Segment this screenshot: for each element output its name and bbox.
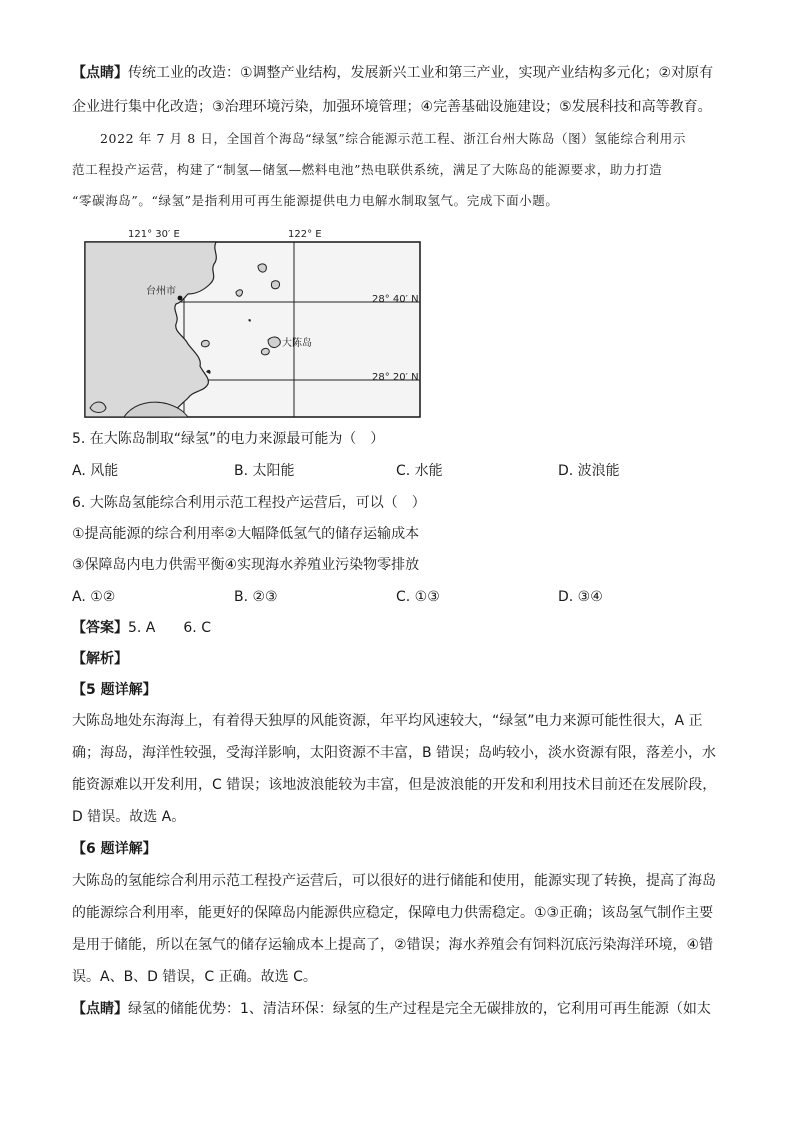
island <box>236 290 243 296</box>
detail-5-line: 能资源难以开发利用，C 错误；该地波浪能较为丰富，但是波浪能的开发和利用技术目前还在发展阶段， <box>72 777 717 793</box>
longitude-label: 121° 30′ E <box>128 229 180 240</box>
answer-text: 5. A 6. C <box>128 620 211 636</box>
question-6-option-c[interactable]: C. ①③ <box>396 589 440 605</box>
detail-5-line: D 错误。故选 A。 <box>72 809 186 825</box>
question-5-option-b[interactable]: B. 太阳能 <box>234 463 295 479</box>
question-5-option-d[interactable]: D. 波浪能 <box>558 463 620 479</box>
island <box>261 348 269 354</box>
question-6-statement: ①提高能源的综合利用率②大幅降低氢气的储存运输成本 <box>72 526 420 542</box>
tip-text: 传统工业的改造：①调整产业结构，发展新兴工业和第三产业，实现产业结构多元化；②对原有 <box>128 65 714 81</box>
question-5-option-a[interactable]: A. 风能 <box>72 463 119 479</box>
analysis-label: 【解析】 <box>72 651 128 667</box>
tip-paragraph-line <box>72 62 713 84</box>
latitude-label: 28° 40′ N <box>372 294 419 305</box>
island-label: 大陈岛 <box>282 338 312 349</box>
intro-line: 2022 年 7 月 8 日，全国首个海岛“绿氢”综合能源示范工程、浙江台州大陈岛（图）氢能综合利用示 <box>100 131 686 146</box>
longitude-label: 122° E <box>288 229 322 240</box>
city-label: 台州市 <box>146 286 176 297</box>
map-graphic <box>84 232 434 418</box>
question-6-stem: 6. 大陈岛氢能综合利用示范工程投产运营后，可以（ ） <box>72 495 426 511</box>
detail-6-line: 大陈岛的氢能综合利用示范工程投产运营后，可以很好的进行储能和使用，能源实现了转换，提高了海岛 <box>72 873 716 889</box>
tip-paragraph-line: 企业进行集中化改造；③治理环境污染，加强环境管理；④完善基础设施建设；⑤发展科技和高等教育。 <box>72 99 712 115</box>
tip-label: 【点睛】 <box>72 1001 128 1017</box>
detail-5-line: 确；海岛，海洋性较强，受海洋影响，太阳资源不丰富，B 错误；岛屿较小，淡水资源有限，落差小，水 <box>72 745 717 761</box>
detail-6-label: 【6 题详解】 <box>72 841 157 857</box>
tip-paragraph-line <box>72 998 711 1020</box>
question-6-statement: ③保障岛内电力供需平衡④实现海水养殖业污染物零排放 <box>72 557 420 573</box>
city-marker <box>178 296 183 301</box>
detail-6-line: 误。A、B、D 错误，C 正确。故选 C。 <box>72 969 317 985</box>
intro-line: 范工程投产运营，构建了“制氢—储氢—燃料电池”热电联供系统，满足了大陈岛的能源要求，助力打造 <box>72 162 663 177</box>
detail-6-line: 的能源综合利用率，能更好的保障岛内能源供应稳定，保障电力供需稳定。①③正确；该岛氢气制作主要 <box>72 905 714 921</box>
question-6-option-a[interactable]: A. ①② <box>72 589 116 605</box>
question-5-option-c[interactable]: C. 水能 <box>396 463 443 479</box>
answer-label: 【答案】 <box>72 620 128 636</box>
dachen-island-map <box>84 229 434 418</box>
question-6-option-b[interactable]: B. ②③ <box>234 589 278 605</box>
island <box>201 340 209 346</box>
question-5-stem: 5. 在大陈岛制取“绿氢”的电力来源最可能为（ ） <box>72 431 385 447</box>
island <box>271 281 279 289</box>
intro-line: “零碳海岛”。“绿氢”是指利用可再生能源提供电力电解水制取氢气。完成下面小题。 <box>72 193 559 208</box>
detail-6-line: 是用于储能，所以在氢气的储存运输成本上提高了，②错误；海水养殖会有饲料沉底污染海洋环境，④错 <box>72 937 714 953</box>
dachen-island-shape <box>268 337 280 347</box>
tip-text: 绿氢的储能优势：1、清洁环保：绿氢的生产过程是完全无碳排放的，它利用可再生能源（如太 <box>128 1001 711 1017</box>
latitude-label: 28° 20′ N <box>372 372 419 383</box>
island <box>258 264 266 272</box>
detail-5-label: 【5 题详解】 <box>72 682 157 698</box>
answer-line <box>72 617 211 639</box>
tip-label: 【点睛】 <box>72 65 128 81</box>
question-6-option-d[interactable]: D. ③④ <box>558 589 603 605</box>
detail-5-line: 大陈岛地处东海海上，有着得天独厚的风能资源，年平均风速较大，“绿氢”电力来源可能性很大，A 正 <box>72 713 703 729</box>
